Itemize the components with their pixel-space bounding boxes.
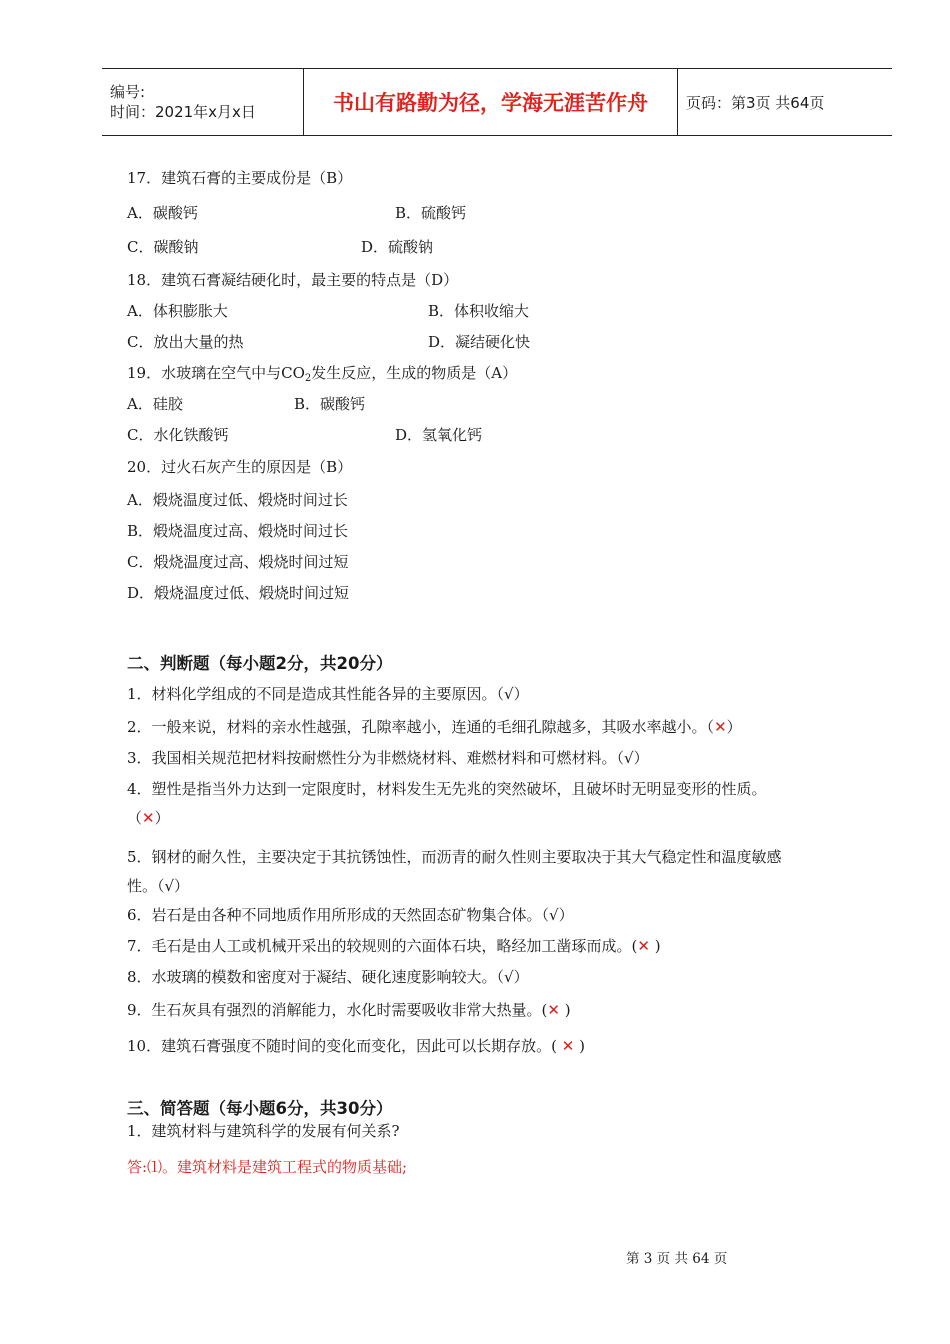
section-2-title: 二、判断题（每小题2分，共20分） — [127, 654, 393, 673]
q19-option-b: B．碳酸钙 — [294, 395, 366, 413]
page-header — [102, 68, 892, 136]
q19-option-c: C．水化铁酸钙 — [127, 426, 229, 444]
q17-option-a: A．碳酸钙 — [127, 204, 198, 222]
judge-item-4: 4．塑性是指当外力达到一定限度时，材料发生无先兆的突然破坏，且破坏时无明显变形的性质。 — [127, 780, 767, 798]
question-20: 20．过火石灰产生的原因是（B） — [127, 458, 353, 476]
judge-item-1: 1．材料化学组成的不同是造成其性能各异的主要原因。（√） — [127, 685, 529, 703]
wrong-mark-icon: ✕ — [547, 1001, 560, 1019]
time-label: 时间：2021年x月x日 — [110, 103, 256, 121]
wrong-mark-icon: ✕ — [561, 1037, 575, 1055]
short-answer-answer-1: 答:⑴。建筑材料是建筑工程式的物质基础; — [127, 1158, 408, 1176]
question-19: 19．水玻璃在空气中与$CO_2$发生反应，生成的物质是（A） — [127, 364, 518, 384]
page-label: 页码：第3页 共64页 — [686, 93, 825, 112]
judge-item-4-cont: （✕） — [127, 809, 170, 827]
page-footer: 第 3 页 共 64 页 — [626, 1251, 728, 1267]
judge-item-6: 6．岩石是由各种不同地质作用所形成的天然固态矿物集合体。（√） — [127, 906, 574, 924]
section-3-title: 三、简答题（每小题6分，共30分） — [127, 1099, 393, 1118]
q18-option-c: C．放出大量的热 — [127, 333, 244, 351]
judge-item-8: 8．水玻璃的模数和密度对于凝结、硬化速度影响较大。（√） — [127, 968, 529, 986]
number-label: 编号: — [110, 83, 146, 101]
q18-option-d: D．凝结硬化快 — [428, 333, 531, 351]
q20-option-b: B．煅烧温度过高、煅烧时间过长 — [127, 522, 349, 540]
q18-option-a: A．体积膨胀大 — [127, 302, 228, 320]
header-info — [102, 69, 304, 135]
wrong-mark-icon: ✕ — [637, 937, 650, 955]
q20-option-a: A．煅烧温度过低、煅烧时间过长 — [127, 491, 348, 509]
judge-item-7: 7．毛石是由人工或机械开采出的较规则的六面体石块，略经加工凿琢而成。(✕ ) — [127, 937, 661, 955]
q19-option-d: D．氢氧化钙 — [395, 426, 483, 444]
q20-option-c: C．煅烧温度过高、煅烧时间过短 — [127, 553, 349, 571]
header-page — [678, 69, 892, 135]
judge-item-5: 5．钢材的耐久性，主要决定于其抗锈蚀性，而沥青的耐久性则主要取决于其大气稳定性和温度敏感 — [127, 848, 782, 866]
judge-item-9: 9．生石灰具有强烈的消解能力，水化时需要吸收非常大热量。(✕ ) — [127, 1001, 571, 1019]
question-18: 18．建筑石膏凝结硬化时，最主要的特点是（D） — [127, 271, 459, 289]
q17-option-d: D．硫酸钠 — [361, 238, 434, 256]
q19-option-a: A．硅胶 — [127, 395, 183, 413]
judge-item-10: 10．建筑石膏强度不随时间的变化而变化，因此可以长期存放。( ✕ ) — [127, 1037, 585, 1055]
judge-item-2: 2．一般来说，材料的亲水性越强，孔隙率越小，连通的毛细孔隙越多，其吸水率越小。（✕） — [127, 718, 742, 736]
header-motto — [304, 69, 678, 135]
q20-option-d: D．煅烧温度过低、煅烧时间过短 — [127, 584, 350, 602]
q17-option-c: C．碳酸钠 — [127, 238, 199, 256]
q18-option-b: B．体积收缩大 — [428, 302, 530, 320]
motto-text: 书山有路勤为径，学海无涯苦作舟 — [333, 90, 648, 115]
judge-item-3: 3．我国相关规范把材料按耐燃性分为非燃烧材料、难燃材料和可燃材料。（√） — [127, 749, 649, 767]
wrong-mark-icon: ✕ — [714, 718, 727, 736]
short-answer-question-1: 1．建筑材料与建筑科学的发展有何关系? — [127, 1122, 400, 1140]
question-17: 17．建筑石膏的主要成份是（B） — [127, 169, 353, 187]
wrong-mark-icon: ✕ — [142, 809, 155, 827]
q17-option-b: B．硫酸钙 — [395, 204, 467, 222]
judge-item-5-cont: 性。（√） — [127, 877, 190, 895]
